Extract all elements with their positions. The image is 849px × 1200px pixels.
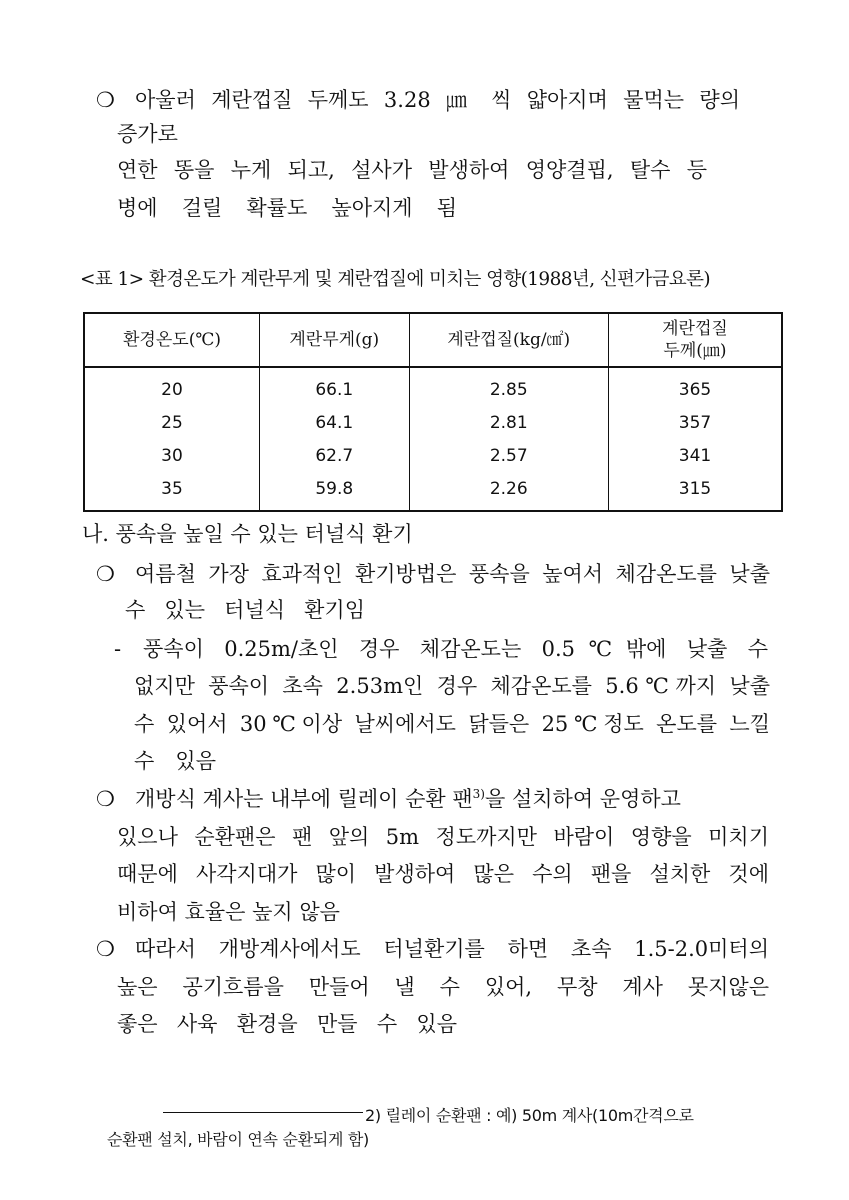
b1-line-2: 수 있는 터널식 환기임 bbox=[125, 598, 365, 622]
header-temperature: 환경온도(℃) bbox=[84, 313, 259, 367]
cell-temperature: 35 bbox=[84, 472, 259, 511]
d1-line-3: 수 있어서 30℃이상 날씨에서도 닭들은 25℃정도 온도를 느낄 bbox=[134, 712, 770, 736]
footnote-divider bbox=[163, 1112, 363, 1113]
header-shell-thickness-line2: 두께(㎛) bbox=[663, 341, 727, 361]
table-row bbox=[84, 367, 782, 406]
table-row bbox=[84, 472, 782, 511]
b2-line-1 bbox=[135, 785, 681, 813]
footnote-line-1: 2) 릴레이 순환팬 : 예) 50m 계사(10m간격으로 bbox=[365, 1106, 694, 1125]
d1-line-4: 수 있음 bbox=[134, 749, 216, 773]
header-egg-weight: 계란무게(g) bbox=[259, 313, 409, 367]
cell-shell-thickness: 315 bbox=[608, 472, 782, 511]
header-shell-thickness bbox=[608, 313, 782, 367]
b3-line-3: 좋은 사육 환경을 만들 수 있음 bbox=[117, 1012, 457, 1036]
bullet-icon: ❍ bbox=[96, 937, 115, 961]
b2-line-1-suffix: 을 설치하여 운영하고 bbox=[485, 787, 681, 811]
header-shell-thickness-line1: 계란껍질 bbox=[662, 319, 728, 339]
intro-line-2: 증가로 bbox=[117, 122, 178, 146]
b3-line-1: 따라서 개방계사에서도 터널환기를 하면 초속 1.5-2.0미터의 bbox=[135, 937, 769, 961]
cell-egg-weight: 66.1 bbox=[259, 367, 409, 406]
header-shell-strength: 계란껍질(kg/㎠) bbox=[409, 313, 608, 367]
cell-temperature: 25 bbox=[84, 406, 259, 439]
cell-egg-weight: 62.7 bbox=[259, 439, 409, 472]
data-table bbox=[83, 312, 783, 512]
intro-line-1: 아울러 계란껍질 두께도 3.28 ㎛ 씩 얇아지며 물먹는 량의 bbox=[135, 88, 740, 112]
table-row bbox=[84, 439, 782, 472]
dash-icon: - bbox=[114, 637, 122, 661]
b1-line-1: 여름철 가장 효과적인 환기방법은 풍속을 높여서 체감온도를 낮출 bbox=[135, 562, 770, 586]
section-heading: 나. 풍속을 높일 수 있는 터널식 환기 bbox=[82, 522, 413, 546]
bullet-icon: ❍ bbox=[96, 88, 115, 112]
b2-line-1-prefix: 개방식 계사는 내부에 릴레이 순환 팬 bbox=[135, 787, 473, 811]
b2-line-4: 비하여 효율은 높지 않음 bbox=[117, 900, 340, 924]
footnote-ref: 3) bbox=[472, 787, 485, 801]
table-caption: <표 1> 환경온도가 계란무게 및 계란껍질에 미치는 영향(1988년, 신편가금요론) bbox=[80, 269, 711, 290]
table-header-row bbox=[84, 313, 782, 367]
bullet-icon: ❍ bbox=[96, 787, 115, 811]
cell-egg-weight: 59.8 bbox=[259, 472, 409, 511]
cell-shell-thickness: 357 bbox=[608, 406, 782, 439]
cell-temperature: 30 bbox=[84, 439, 259, 472]
d1-line-2: 없지만 풍속이 초속 2.53m인 경우 체감온도를 5.6℃까지 낮출 bbox=[134, 674, 770, 698]
b2-line-3: 때문에 사각지대가 많이 발생하여 많은 수의 팬을 설치한 것에 bbox=[117, 862, 769, 886]
table-row bbox=[84, 406, 782, 439]
cell-shell-thickness: 341 bbox=[608, 439, 782, 472]
cell-shell-strength: 2.26 bbox=[409, 472, 608, 511]
cell-shell-thickness: 365 bbox=[608, 367, 782, 406]
d1-line-1: 풍속이 0.25m/초인 경우 체감온도는 0.5℃밖에 낮출 수 bbox=[143, 637, 768, 661]
cell-shell-strength: 2.81 bbox=[409, 406, 608, 439]
cell-shell-strength: 2.57 bbox=[409, 439, 608, 472]
cell-shell-strength: 2.85 bbox=[409, 367, 608, 406]
footnote-line-2: 순환팬 설치, 바람이 연속 순환되게 함) bbox=[107, 1130, 369, 1149]
intro-line-4: 병에 걸릴 확률도 높아지게 됨 bbox=[117, 196, 457, 220]
cell-egg-weight: 64.1 bbox=[259, 406, 409, 439]
b3-line-2: 높은 공기흐름을 만들어 낼 수 있어, 무창 계사 못지않은 bbox=[117, 975, 769, 999]
b2-line-2: 있으나 순환팬은 팬 앞의 5m 정도까지만 바람이 영향을 미치기 bbox=[117, 825, 769, 849]
bullet-icon: ❍ bbox=[96, 562, 115, 586]
intro-line-3: 연한 똥을 누게 되고, 설사가 발생하여 영양결핍, 탈수 등 bbox=[117, 158, 707, 182]
cell-temperature: 20 bbox=[84, 367, 259, 406]
